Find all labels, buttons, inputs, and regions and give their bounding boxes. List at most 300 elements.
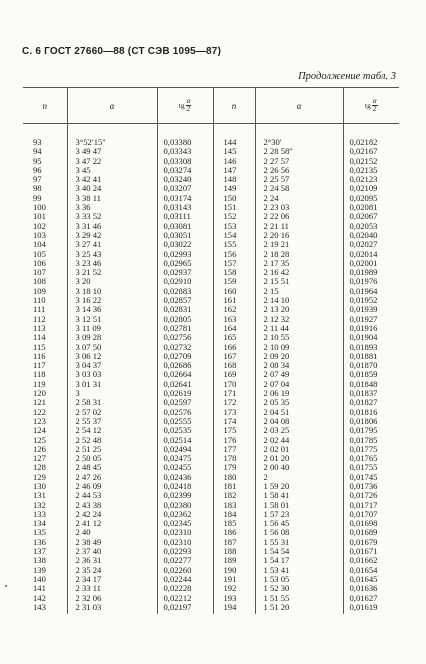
- cell-tg: 0,01827: [349, 398, 378, 408]
- cell-tg: 0,02686: [157, 361, 213, 370]
- cell-n: 165: [213, 333, 255, 342]
- table-row: [23, 510, 399, 519]
- table-row: [23, 147, 399, 156]
- cell-n: 100: [23, 203, 67, 212]
- cell-n: 104: [23, 240, 67, 249]
- cell-alpha: 3 04 37: [67, 361, 157, 370]
- cell-tg: 0,02664: [157, 370, 213, 379]
- cell-alpha: 3 38 11: [67, 194, 157, 203]
- table-row: [23, 584, 399, 593]
- cell-tg: 0,02027: [349, 240, 378, 250]
- table-row: [23, 519, 399, 528]
- cell-n: 159: [213, 277, 255, 286]
- cell-alpha: 2 34 17: [67, 575, 157, 584]
- cell-tg: 0,01636: [349, 584, 378, 594]
- cell-alpha: 2 04 51: [255, 408, 343, 417]
- cell-n: 167: [213, 352, 255, 361]
- cell-alpha: 3 47 22: [67, 157, 157, 166]
- cell-n: 143: [23, 603, 67, 614]
- table-row: [23, 603, 399, 614]
- cell-n: 164: [213, 324, 255, 333]
- cell-tg: 0,01881: [349, 351, 378, 361]
- cell-alpha: 1 51 55: [255, 594, 343, 603]
- cell-alpha: 2 04 08: [255, 417, 343, 426]
- cell-n: 96: [23, 166, 67, 175]
- table-body: [23, 124, 399, 615]
- cell-n: 102: [23, 222, 67, 231]
- col-alpha-header: α: [255, 88, 343, 124]
- table-row: [23, 445, 399, 454]
- cell-tg: 0,02197: [157, 603, 213, 614]
- cell-alpha: 2 00 40: [255, 463, 343, 472]
- cell-alpha: 1 56 45: [255, 519, 343, 528]
- table-row: [23, 315, 399, 324]
- cell-tg: 0,01717: [349, 500, 378, 510]
- cell-n: 95: [23, 157, 67, 166]
- table-row: [23, 250, 399, 259]
- cell-alpha: 3 49 47: [67, 147, 157, 156]
- cell-alpha: 2 51 25: [67, 445, 157, 454]
- cell-alpha: 3 25 43: [67, 250, 157, 259]
- cell-alpha: 3 36: [67, 203, 157, 212]
- cell-alpha: 2 47 26: [67, 473, 157, 482]
- table-row: [23, 398, 399, 407]
- margin-speck: [5, 585, 7, 587]
- tg-denominator: 2: [186, 105, 191, 113]
- cell-alpha: 3 42 41: [67, 175, 157, 184]
- cell-tg: 0,02014: [349, 249, 378, 259]
- cell-alpha: 2 02 44: [255, 436, 343, 445]
- cell-tg: 0,01662: [349, 556, 378, 566]
- cell-n: 136: [23, 538, 67, 547]
- cell-n: 134: [23, 519, 67, 528]
- cell-tg: 0,02380: [157, 501, 213, 510]
- table-row: [23, 184, 399, 193]
- cell-n: 125: [23, 436, 67, 445]
- cell-n: 120: [23, 389, 67, 398]
- cell-tg: 0,02555: [157, 417, 213, 426]
- table-row: [23, 454, 399, 463]
- cell-n: 128: [23, 463, 67, 472]
- cell-tg: 0,02040: [349, 230, 378, 240]
- table-row: [23, 203, 399, 212]
- cell-alpha: 2 55 37: [67, 417, 157, 426]
- cell-alpha: 2 23 03: [255, 203, 343, 212]
- cell-tg: 0,02514: [157, 436, 213, 445]
- cell-n: 138: [23, 556, 67, 565]
- cell-alpha: 2 44 53: [67, 491, 157, 500]
- cell-alpha: 2 02 01: [255, 445, 343, 454]
- cell-n: 117: [23, 361, 67, 370]
- cell-n: 180: [213, 473, 255, 482]
- cell-n: 142: [23, 594, 67, 603]
- table-row: [23, 343, 399, 352]
- cell-tg: 0,02910: [157, 277, 213, 286]
- cell-n: 109: [23, 287, 67, 296]
- table-row: [23, 333, 399, 342]
- cell-alpha: 2 27 57: [255, 157, 343, 166]
- cell-tg: 0,02228: [157, 584, 213, 593]
- cell-n: 140: [23, 575, 67, 584]
- cell-tg: 0,01859: [349, 370, 378, 380]
- cell-n: 192: [213, 584, 255, 593]
- cell-alpha: 2 41 12: [67, 519, 157, 528]
- cell-n: 169: [213, 370, 255, 379]
- cell-alpha: 2 24: [255, 194, 343, 203]
- cell-alpha: 2: [255, 473, 343, 482]
- cell-alpha: 2 24 58: [255, 184, 343, 193]
- cell-alpha: 1 55 31: [255, 538, 343, 547]
- table-row: [23, 287, 399, 296]
- cell-alpha: 1 58 01: [255, 501, 343, 510]
- cell-tg: 0,02857: [157, 296, 213, 305]
- cell-n: 105: [23, 250, 67, 259]
- cell-alpha: 2 26 56: [255, 166, 343, 175]
- cell-alpha: 1 52 30: [255, 584, 343, 593]
- cell-alpha: 2 33 11: [67, 584, 157, 593]
- cell-tg: 0,01785: [349, 435, 378, 445]
- cell-alpha: 3 09 28: [67, 333, 157, 342]
- cell-tg: 0,01989: [349, 268, 378, 278]
- cell-tg: 0,02135: [349, 165, 378, 175]
- cell-alpha: 3 21 52: [67, 268, 157, 277]
- cell-tg: 0,01870: [349, 361, 378, 371]
- cell-n: 113: [23, 324, 67, 333]
- cell-tg: 0,01726: [349, 491, 378, 501]
- cell-alpha: 2 25 57: [255, 175, 343, 184]
- table-row: [23, 389, 399, 398]
- table-row: [23, 324, 399, 333]
- table-row: [23, 305, 399, 314]
- cell-n: 103: [23, 231, 67, 240]
- cell-n: 173: [213, 408, 255, 417]
- cell-tg: 0,01806: [349, 416, 378, 426]
- cell-n: 122: [23, 408, 67, 417]
- cell-alpha: 2 06 19: [255, 389, 343, 398]
- cell-alpha: 2 01 20: [255, 454, 343, 463]
- cell-alpha: 3°52′15″: [67, 124, 157, 148]
- cell-n: 194: [213, 603, 255, 614]
- cell-tg: 0,02109: [349, 184, 378, 194]
- cell-tg: 0,02455: [157, 463, 213, 472]
- cell-n: 118: [23, 370, 67, 379]
- cell-n: 101: [23, 212, 67, 221]
- cell-n: 184: [213, 510, 255, 519]
- table-row: [23, 175, 399, 184]
- table-row: [23, 436, 399, 445]
- cell-n: 144: [213, 124, 255, 148]
- cell-n: 190: [213, 566, 255, 575]
- cell-alpha: 3 29 42: [67, 231, 157, 240]
- cell-n: 127: [23, 454, 67, 463]
- cell-n: 158: [213, 268, 255, 277]
- cell-n: 106: [23, 259, 67, 268]
- table-row: [23, 124, 399, 148]
- cell-n: 183: [213, 501, 255, 510]
- cell-n: 110: [23, 296, 67, 305]
- cell-alpha: 2 22 06: [255, 212, 343, 221]
- cell-n: 137: [23, 547, 67, 556]
- cell-tg: 0,01707: [349, 509, 378, 519]
- table-row: [23, 501, 399, 510]
- cell-alpha: 2 35 24: [67, 566, 157, 575]
- cell-n: 145: [213, 147, 255, 156]
- cell-tg: 0,02260: [157, 566, 213, 575]
- cell-tg: 0,02756: [157, 333, 213, 342]
- cell-alpha: 3 14 36: [67, 305, 157, 314]
- cell-tg: 0,02965: [157, 259, 213, 268]
- cell-n: 153: [213, 222, 255, 231]
- cell-tg: 0,01645: [349, 574, 378, 584]
- cell-tg: 0,01679: [349, 537, 378, 547]
- cell-alpha: 2 38 49: [67, 538, 157, 547]
- cell-n: 130: [23, 482, 67, 491]
- cell-n: 126: [23, 445, 67, 454]
- cell-alpha: 1 58 41: [255, 491, 343, 500]
- cell-n: 114: [23, 333, 67, 342]
- cell-alpha: 3 16 22: [67, 296, 157, 305]
- cell-alpha: 3 20: [67, 277, 157, 286]
- cell-alpha: 2 07 04: [255, 380, 343, 389]
- cell-tg: 0,02123: [349, 175, 378, 185]
- cell-alpha: 1 53 05: [255, 575, 343, 584]
- cell-n: 191: [213, 575, 255, 584]
- cell-alpha: 2 48 45: [67, 463, 157, 472]
- cell-tg: 0,02475: [157, 454, 213, 463]
- table-row: [23, 528, 399, 537]
- cell-tg: 0,01654: [349, 565, 378, 575]
- cell-alpha: 1 56 08: [255, 528, 343, 537]
- cell-tg: 0,02781: [157, 324, 213, 333]
- tg-label: tg: [364, 101, 371, 110]
- cell-tg: 0,02535: [157, 426, 213, 435]
- cell-alpha: 2 16 42: [255, 268, 343, 277]
- cell-tg: 0,02310: [157, 528, 213, 537]
- table-row: [23, 352, 399, 361]
- cell-tg: 0,01765: [349, 454, 378, 464]
- cell-tg: 0,02709: [157, 352, 213, 361]
- cell-n: 188: [213, 547, 255, 556]
- cell-tg: 0,02244: [157, 575, 213, 584]
- table-row: [23, 575, 399, 584]
- table-row: [23, 491, 399, 500]
- table-row: [23, 268, 399, 277]
- cell-tg: 0,02494: [157, 445, 213, 454]
- cell-alpha: 2 03 25: [255, 426, 343, 435]
- cell-tg: 0,02293: [157, 547, 213, 556]
- cell-n: 162: [213, 305, 255, 314]
- cell-tg: 0,02212: [157, 594, 213, 603]
- cell-alpha: 3 01 31: [67, 380, 157, 389]
- cell-alpha: 1 53 41: [255, 566, 343, 575]
- cell-alpha: 3 27 41: [67, 240, 157, 249]
- cell-alpha: 2 21 11: [255, 222, 343, 231]
- cell-tg: 0,01837: [349, 389, 378, 399]
- cell-n: 171: [213, 389, 255, 398]
- cell-n: 157: [213, 259, 255, 268]
- cell-alpha: 2 07 49: [255, 370, 343, 379]
- cell-alpha: 2 13 20: [255, 305, 343, 314]
- cell-n: 155: [213, 240, 255, 249]
- cell-tg: 0,03022: [157, 240, 213, 249]
- cell-alpha: 2 43 38: [67, 501, 157, 510]
- cell-n: 133: [23, 510, 67, 519]
- cell-tg: 0,03051: [157, 231, 213, 240]
- cell-n: 107: [23, 268, 67, 277]
- cell-alpha: 1 54 54: [255, 547, 343, 556]
- cell-alpha: 3 12 51: [67, 315, 157, 324]
- cell-tg: 0,02053: [349, 221, 378, 231]
- cell-n: 147: [213, 166, 255, 175]
- cell-n: 135: [23, 528, 67, 537]
- cell-n: 99: [23, 194, 67, 203]
- cell-tg: 0,02732: [157, 343, 213, 352]
- tg-label: tg: [178, 101, 185, 110]
- cell-n: 179: [213, 463, 255, 472]
- cell-alpha: 3 18 10: [67, 287, 157, 296]
- table-row: [23, 426, 399, 435]
- cell-tg: 0,02399: [157, 491, 213, 500]
- cell-alpha: 1 59 20: [255, 482, 343, 491]
- cell-tg: 0,01689: [349, 528, 378, 538]
- cell-tg: 0,02883: [157, 287, 213, 296]
- cell-n: 124: [23, 426, 67, 435]
- cell-alpha: 3 03 03: [67, 370, 157, 379]
- cell-tg: 0,03081: [157, 222, 213, 231]
- table-row: [23, 473, 399, 482]
- cell-tg: 0,01916: [349, 323, 378, 333]
- table-row: [23, 296, 399, 305]
- cell-n: 119: [23, 380, 67, 389]
- cell-alpha: 2 36 31: [67, 556, 157, 565]
- cell-alpha: 2 11 44: [255, 324, 343, 333]
- table-row: [23, 231, 399, 240]
- cell-tg: 0,03174: [157, 194, 213, 203]
- cell-n: 152: [213, 212, 255, 221]
- table-row: [23, 370, 399, 379]
- cell-tg: 0,01671: [349, 547, 378, 557]
- tg-denominator: 2: [372, 105, 377, 113]
- col-n-header: n: [23, 88, 67, 124]
- cell-n: 181: [213, 482, 255, 491]
- cell-tg: 0,02345: [157, 519, 213, 528]
- cell-alpha: 2 15: [255, 287, 343, 296]
- cell-alpha: 1 51 20: [255, 603, 343, 614]
- cell-tg: 0,01795: [349, 426, 378, 436]
- cell-tg: 0,02167: [349, 147, 378, 157]
- cell-alpha: 2 14 10: [255, 296, 343, 305]
- cell-tg: 0,01619: [349, 602, 378, 612]
- cell-n: 193: [213, 594, 255, 603]
- data-table: [23, 87, 399, 614]
- table-row: [23, 212, 399, 221]
- cell-tg: 0,02362: [157, 510, 213, 519]
- cell-alpha: 2°30′: [255, 124, 343, 148]
- table-row: [23, 166, 399, 175]
- cell-n: 151: [213, 203, 255, 212]
- cell-tg: 0,02001: [349, 258, 378, 268]
- table-row: [23, 547, 399, 556]
- table-row: [23, 463, 399, 472]
- cell-alpha: 1 57 23: [255, 510, 343, 519]
- col-tg-header: [343, 88, 399, 124]
- cell-alpha: 2 54 12: [67, 426, 157, 435]
- tg-numerator: α: [186, 97, 191, 105]
- cell-alpha: 2 52 48: [67, 436, 157, 445]
- cell-alpha: 2 12 32: [255, 315, 343, 324]
- cell-alpha: 2 05 35: [255, 398, 343, 407]
- cell-n: 160: [213, 287, 255, 296]
- cell-alpha: 2 42 24: [67, 510, 157, 519]
- cell-n: 172: [213, 398, 255, 407]
- cell-n: 116: [23, 352, 67, 361]
- cell-tg: 0,02277: [157, 556, 213, 565]
- cell-n: 149: [213, 184, 255, 193]
- cell-n: 148: [213, 175, 255, 184]
- cell-alpha: 2 57 02: [67, 408, 157, 417]
- cell-alpha: 2 17 35: [255, 259, 343, 268]
- cell-n: 108: [23, 277, 67, 286]
- table-row: [23, 240, 399, 249]
- cell-n: 150: [213, 194, 255, 203]
- table-row: [23, 417, 399, 426]
- table-row: [23, 380, 399, 389]
- cell-tg: 0,01775: [349, 444, 378, 454]
- table-row: [23, 408, 399, 417]
- table-row: [23, 361, 399, 370]
- cell-n: 154: [213, 231, 255, 240]
- cell-tg: 0,02805: [157, 315, 213, 324]
- cell-tg: 0,02067: [349, 212, 378, 222]
- cell-n: 111: [23, 305, 67, 314]
- cell-n: 123: [23, 417, 67, 426]
- table-header-row: [23, 88, 399, 124]
- cell-tg: 0,02310: [157, 538, 213, 547]
- cell-alpha: 2 37 40: [67, 547, 157, 556]
- cell-n: 168: [213, 361, 255, 370]
- table-row: [23, 556, 399, 565]
- cell-n: 121: [23, 398, 67, 407]
- cell-n: 115: [23, 343, 67, 352]
- cell-alpha: 3 06 12: [67, 352, 157, 361]
- cell-n: 163: [213, 315, 255, 324]
- cell-n: 177: [213, 445, 255, 454]
- cell-n: 132: [23, 501, 67, 510]
- cell-n: 189: [213, 556, 255, 565]
- cell-n: 186: [213, 528, 255, 537]
- tg-numerator: α: [372, 97, 377, 105]
- cell-tg: 0,01736: [349, 481, 378, 491]
- cell-n: 161: [213, 296, 255, 305]
- cell-tg: 0,02152: [349, 156, 378, 166]
- table-row: [23, 277, 399, 286]
- cell-n: 131: [23, 491, 67, 500]
- cell-alpha: 1 54 17: [255, 556, 343, 565]
- cell-tg: 0,03274: [157, 166, 213, 175]
- col-tg-header: [157, 88, 213, 124]
- table-row: [23, 594, 399, 603]
- cell-tg: 0,02831: [157, 305, 213, 314]
- table-row: [23, 566, 399, 575]
- cell-alpha: 3 23 46: [67, 259, 157, 268]
- cell-n: 156: [213, 250, 255, 259]
- table-row: [23, 157, 399, 166]
- cell-tg: 0,01927: [349, 314, 378, 324]
- cell-alpha: 3 11 09: [67, 324, 157, 333]
- cell-tg: 0,01893: [349, 342, 378, 352]
- cell-tg: 0,01952: [349, 296, 378, 306]
- cell-alpha: 2 58 31: [67, 398, 157, 407]
